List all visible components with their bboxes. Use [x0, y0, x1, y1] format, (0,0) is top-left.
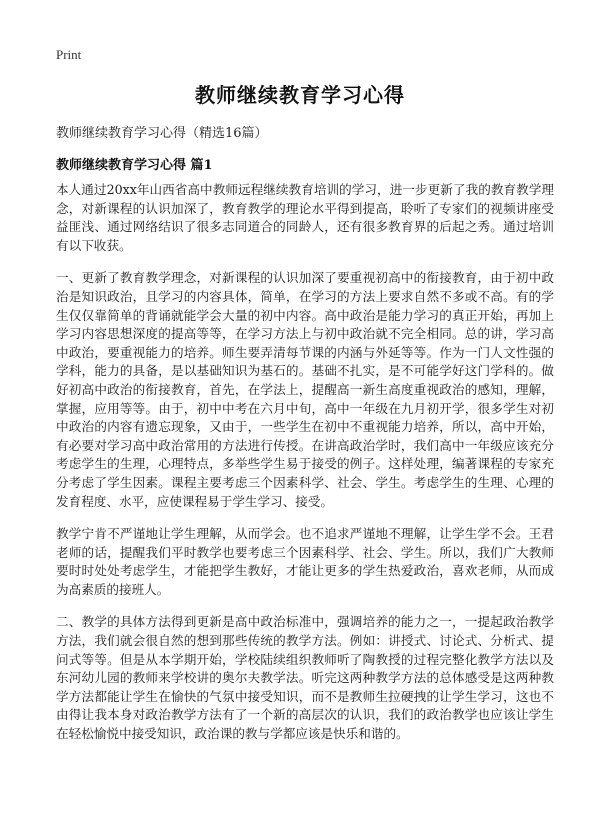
paragraph-point-one: 一、更新了教育教学理念，对新课程的认识加深了要重视初高中的衔接教育，由于初中政治是知识政治，且学习的内容具体，简单，在学习的方法上要求自然不多或不高。有的学生仅仅靠简单的背诵就能学会大量的初中内容。高中政治是能力学习的真正开始，再加上学习内容思想深度的提高等等，在学习方法上与初中政治就不完全相同。总的讲，学习高中政治，要重视能力的培养。师生要弄清每节课的内涵与外延等等。作为一门人文性强的学科，能力的具备，是以基础知识为基石的。基础不扎实，是不可能学好这门学科的。做好初高中政治的衔接教育，首先，在学法上，提醒高一新生高度重视政治的感知，理解，掌握，应用等等。由于，初中中考在六月中旬，高中一年级在九月初开学，很多学生对初中政治的内容有遗忘现象，又由于，一些学生在初中不重视能力培养，所以，高中开始，有必要对学习高中政治常用的方法进行传授。在讲高政治学时，我们高中一年级应该充分考虑学生的生理，心理特点，多举些学生易于接受的例子。这样处理，编著课程的专家充分考虑了学生因素。课程主要考虑三个因素科学、社会、学生。考虑学生的生理、心理的发育程度、水平，应使课程易于学生学习、接受。 [56, 270, 554, 509]
paragraph-intro: 本人通过20xx年山西省高中教师远程继续教育培训的学习，进一步更新了我的教育教学理念，对新课程的认识加深了，教育教学的理论水平得到提高，聆听了专家们的视频讲座受益匪浅、通过网络结识了很多志同道合的同龄人，还有很多教育界的后起之秀。通过培训有以下收获。 [56, 182, 554, 253]
page-title: 教师继续教育学习心得 [195, 83, 405, 107]
section-heading: 教师继续教育学习心得 篇1 [56, 158, 213, 173]
print-label[interactable]: Print [56, 47, 82, 62]
document-subtitle: 教师继续教育学习心得（精选16篇） [56, 126, 268, 141]
paragraph-teaching-note: 教学宁肯不严谨地让学生理解，从而学会。也不追求严谨地不理解，让学生学不会。王君老师的话，提醒我们平时教学也要考虑三个因素科学、社会、学生。所以，我们广大教师要时时处处考虑学生，才能把学生教好，才能让更多的学生热爱政治，喜欢老师，从而成为高素质的接班人。 [56, 526, 554, 597]
paragraph-point-two: 二、教学的具体方法得到更新是高中政治标准中，强调培养的能力之一，一提起政治教学方法，我们就会很自然的想到那些传统的教学方法。例如：讲授式、讨论式、分析式、提问式等等。但是从本学期开始，学校陆续组织教师听了陶教授的过程完整化教学方法以及东河幼儿园的教师来学校讲的奥尔夫教学法。听完这两种教学方法的总体感受是这两种教学方法都能让学生在愉快的气氛中接受知识，而不是教师生拉硬拽的让学生学习，这也不由得让我本身对政治教学方法有了一个新的高层次的认识，我们的政治教学也应该让学生在轻松愉悦中接受知识，政治课的教与学都应该是快乐和谐的。 [56, 614, 554, 742]
document-body [56, 181, 554, 758]
